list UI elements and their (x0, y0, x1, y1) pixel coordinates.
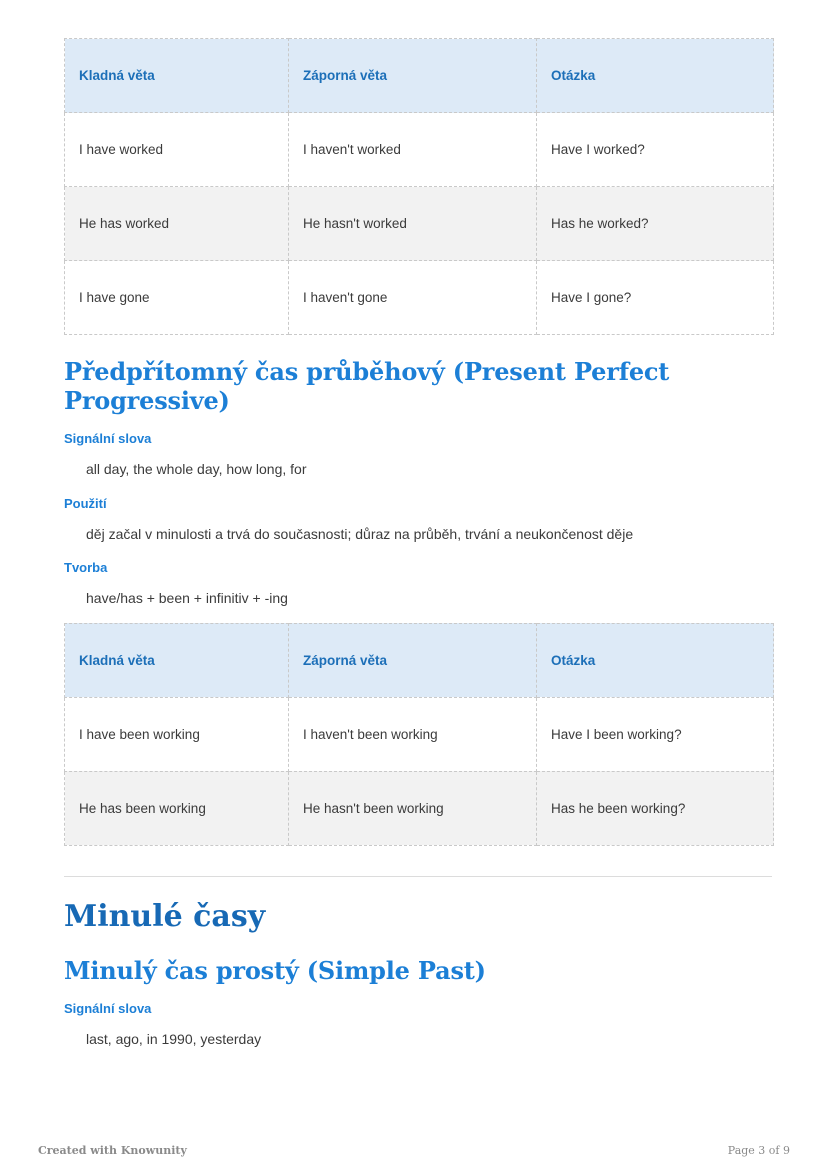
verb-forms-table-present-perfect (64, 38, 774, 335)
table-cell-question: Has he worked? (537, 187, 774, 261)
table-cell-affirmative: I have gone (65, 261, 289, 335)
table-header-negative: Záporná věta (289, 39, 537, 113)
table-cell-affirmative: He has been working (65, 771, 289, 845)
table-header-question: Otázka (537, 39, 774, 113)
table-header-affirmative: Kladná věta (65, 623, 289, 697)
table-cell-negative: He hasn't worked (289, 187, 537, 261)
table-header-row (65, 39, 774, 113)
label-usage: Použití (64, 495, 107, 511)
verb-forms-table-present-perfect-progressive (64, 623, 774, 846)
table-cell-negative: I haven't gone (289, 261, 537, 335)
table-cell-negative: He hasn't been working (289, 771, 537, 845)
table-cell-question: Have I worked? (537, 113, 774, 187)
table-cell-question: Have I gone? (537, 261, 774, 335)
label-signal-words: Signální slova (64, 1000, 152, 1016)
table-cell-affirmative: He has worked (65, 187, 289, 261)
table-cell-question: Has he been working? (537, 771, 774, 845)
text-form: have/has + been + infinitiv + -ing (86, 590, 288, 607)
table-row (65, 771, 774, 845)
table-header-row (65, 623, 774, 697)
footer-attribution: Created with Knowunity (38, 1144, 187, 1157)
text-signal-words: last, ago, in 1990, yesterday (86, 1030, 262, 1047)
page-footer (0, 1135, 828, 1157)
chapter-title-past-tenses: Minulé časy (64, 898, 266, 934)
section-title-present-perfect-progressive: Předpřítomný čas průběhový (Present Perfect Progressive) (64, 357, 670, 415)
text-signal-words: all day, the whole day, how long, for (86, 461, 307, 477)
table-row (65, 697, 774, 771)
table-cell-question: Have I been working? (537, 697, 774, 771)
section-divider (64, 876, 772, 877)
table-row (65, 113, 774, 187)
section-title-simple-past: Minulý čas prostý (Simple Past) (64, 955, 486, 985)
table-row (65, 261, 774, 335)
table-cell-negative: I haven't worked (289, 113, 537, 187)
label-form: Tvorba (64, 560, 108, 576)
table-cell-affirmative: I have been working (65, 697, 289, 771)
table-row (65, 187, 774, 261)
table-cell-affirmative: I have worked (65, 113, 289, 187)
table-header-affirmative: Kladná věta (65, 39, 289, 113)
label-signal-words: Signální slova (64, 431, 152, 446)
table-header-question: Otázka (537, 623, 774, 697)
text-usage: děj začal v minulosti a trvá do současnosti; důraz na průběh, trvání a neukončenost děje (86, 525, 634, 542)
footer-page-number: Page 3 of 9 (727, 1144, 790, 1157)
table-cell-negative: I haven't been working (289, 697, 537, 771)
table-header-negative: Záporná věta (289, 623, 537, 697)
